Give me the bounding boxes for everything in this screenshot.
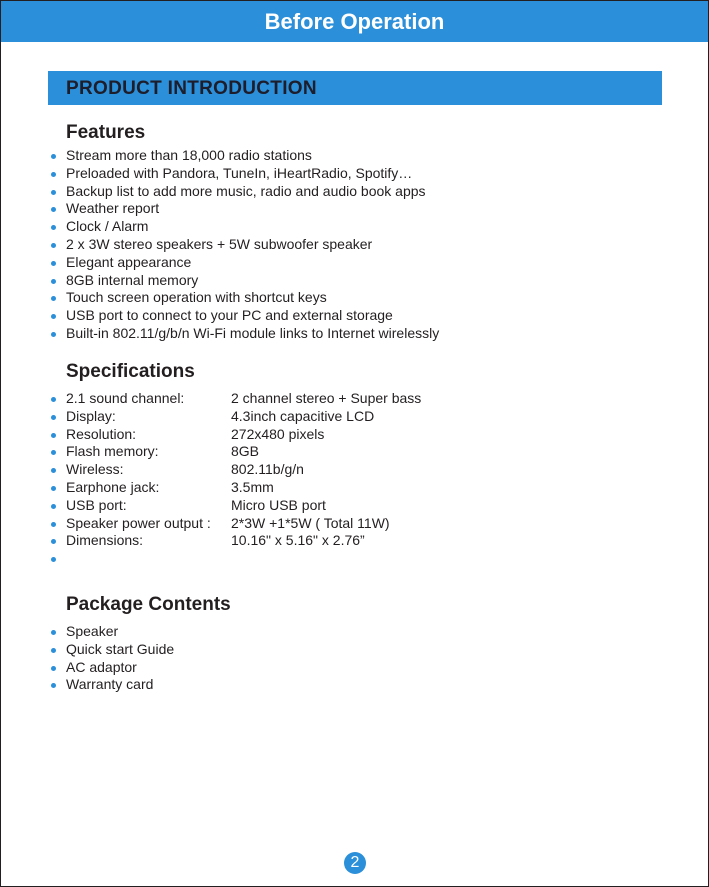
page-number: 2 [344, 852, 366, 874]
bullet-icon [51, 522, 56, 527]
bullet-icon [51, 557, 56, 562]
spec-value: 10.16" x 5.16" x 2.76” [231, 532, 365, 549]
bullet-icon [51, 190, 56, 195]
spec-value: 2 channel stereo + Super bass [231, 390, 422, 406]
bullet-icon [51, 314, 56, 319]
spec-value: 4.3inch capacitive LCD [231, 407, 375, 424]
bullet-icon [51, 243, 56, 248]
bullet-icon [51, 450, 56, 455]
spec-value: 3.5mm [231, 478, 274, 495]
features-heading: Features [66, 122, 146, 143]
spec-label: Dimensions: [66, 532, 144, 549]
bullet-icon [51, 666, 56, 671]
bullet-icon [51, 261, 56, 266]
bullet-icon [51, 504, 56, 509]
bullet-icon [51, 225, 56, 230]
spec-value: 272x480 pixels [231, 425, 325, 442]
spec-label: Flash memory: [66, 443, 159, 460]
spec-label: Earphone jack: [66, 478, 160, 495]
spec-label: Resolution: [66, 425, 137, 442]
spec-label: USB port: [66, 496, 127, 513]
manual-page: Before Operation PRODUCT INTRODUCTION Features Stream more than 18,000 radio stations Preloaded with Pandora, TuneIn, iHeartRadio, Spotify… Backup list to add more music, radio and audio book apps Weather report Clock / Alarm 2 x 3W stereo speakers + 5W subwoofer speaker Elegant appearance 8GB internal memory Touch screen operation with shortcut keys USB port to connect to your PC and external storage Built-in 802.11/g/b/n Wi-Fi module links to Internet wirelessly Specifications 2.1 sound channel: 2 channel stereo + Super bass Display: 4.3inch capacitive LCD Resolution: 272x480 pixels Flash memory: 8GB Wireless: 802.11b/g/n Earphone jack: 3.5mm USB port: Micro USB port Speaker power output : 2*3W +1*5W ( Total 11W) Dimensions: 10.16" x 5.16" x 2.76” Package Contents Speaker Quick start Guide AC adaptor Warranty card 2 [0, 0, 709, 887]
bullet-icon [51, 468, 56, 473]
bullet-icon [51, 630, 56, 635]
spec-label: Wireless: [66, 461, 124, 478]
bullet-icon [51, 683, 56, 688]
bullet-icon [51, 433, 56, 438]
spec-label: Speaker power output : [66, 514, 211, 531]
bullet-icon [51, 397, 56, 402]
page-header-banner [1, 1, 708, 42]
spec-value: 2*3W +1*5W ( Total 11W) [231, 514, 390, 531]
bullet-icon [51, 172, 56, 177]
bullet-icon [51, 296, 56, 301]
spec-value: Micro USB port [231, 496, 326, 513]
spec-label: Display: [66, 407, 116, 424]
bullet-icon [51, 207, 56, 212]
spec-value: 802.11b/g/n [231, 461, 304, 478]
bullet-icon [51, 486, 56, 491]
section-title: PRODUCT INTRODUCTION [66, 78, 317, 99]
section-title-bar [48, 71, 662, 105]
bullet-icon [51, 415, 56, 420]
page-header-title: Before Operation [264, 9, 445, 34]
spec-value: 8GB [231, 443, 260, 460]
bullet-icon [51, 648, 56, 653]
bullet-icon [51, 332, 56, 337]
bullet-icon [51, 154, 56, 159]
specifications-heading: Specifications [66, 361, 195, 382]
bullet-icon [51, 539, 56, 544]
package-contents-heading: Package Contents [66, 594, 231, 615]
bullet-icon [51, 279, 56, 284]
spec-label: 2.1 sound channel: [66, 390, 185, 406]
